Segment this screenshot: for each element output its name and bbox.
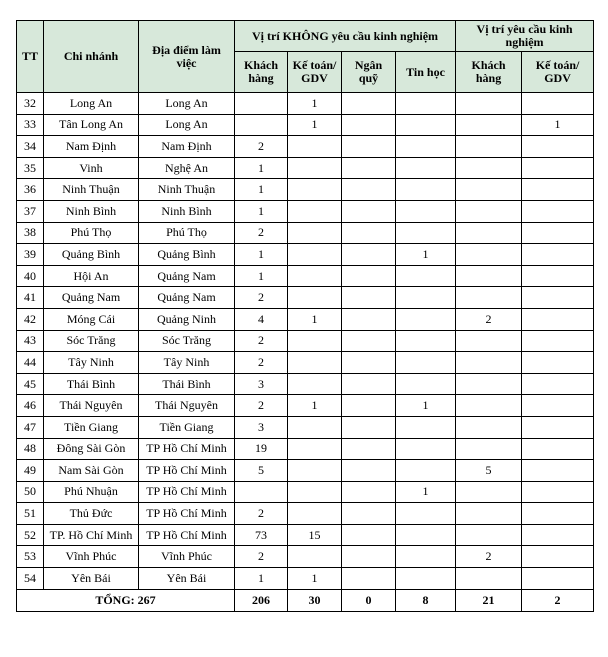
location-cell: Quảng Nam: [139, 265, 235, 287]
table-row: [17, 395, 594, 417]
value-cell: 1: [396, 395, 456, 417]
value-cell: [396, 524, 456, 546]
value-cell: [396, 287, 456, 309]
location-cell: Long An: [139, 93, 235, 115]
header-sub-accounting-exp: Kế toán/ GDV: [522, 52, 594, 93]
total-cell: 8: [396, 589, 456, 611]
location-cell: Tây Ninh: [139, 352, 235, 374]
value-cell: [522, 373, 594, 395]
row-number: 33: [17, 114, 44, 136]
value-cell: [288, 200, 342, 222]
branch-cell: Hội An: [44, 265, 139, 287]
value-cell: [288, 157, 342, 179]
location-cell: TP Hồ Chí Minh: [139, 438, 235, 460]
value-cell: [456, 416, 522, 438]
value-cell: [522, 568, 594, 590]
table-row: [17, 244, 594, 266]
value-cell: [235, 114, 288, 136]
table-row: [17, 265, 594, 287]
row-number: 32: [17, 93, 44, 115]
value-cell: [342, 114, 396, 136]
location-cell: Yên Bái: [139, 568, 235, 590]
total-cell: 206: [235, 589, 288, 611]
value-cell: [288, 546, 342, 568]
value-cell: 1: [396, 244, 456, 266]
value-cell: [288, 438, 342, 460]
value-cell: 2: [235, 330, 288, 352]
value-cell: [342, 265, 396, 287]
row-number: 43: [17, 330, 44, 352]
table-row: [17, 157, 594, 179]
table-row: [17, 200, 594, 222]
value-cell: [342, 481, 396, 503]
row-number: 41: [17, 287, 44, 309]
table-row: [17, 416, 594, 438]
value-cell: [288, 179, 342, 201]
value-cell: [288, 222, 342, 244]
branch-cell: Long An: [44, 93, 139, 115]
table-row: [17, 460, 594, 482]
value-cell: [456, 373, 522, 395]
value-cell: 4: [235, 308, 288, 330]
value-cell: [396, 416, 456, 438]
value-cell: [456, 352, 522, 374]
value-cell: [342, 222, 396, 244]
value-cell: 1: [288, 568, 342, 590]
value-cell: 1: [288, 93, 342, 115]
branch-cell: Quảng Nam: [44, 287, 139, 309]
value-cell: 5: [235, 460, 288, 482]
location-cell: TP Hồ Chí Minh: [139, 524, 235, 546]
header-sub-customer-exp: Khách hàng: [456, 52, 522, 93]
value-cell: [396, 179, 456, 201]
value-cell: 2: [456, 308, 522, 330]
value-cell: [456, 438, 522, 460]
row-number: 42: [17, 308, 44, 330]
header-location: Địa điểm làm việc: [139, 21, 235, 93]
table-row: [17, 438, 594, 460]
table-row: [17, 222, 594, 244]
table-body: [17, 93, 594, 590]
value-cell: [396, 352, 456, 374]
row-number: 40: [17, 265, 44, 287]
value-cell: 73: [235, 524, 288, 546]
branch-cell: Phú Nhuận: [44, 481, 139, 503]
value-cell: [522, 244, 594, 266]
row-number: 36: [17, 179, 44, 201]
location-cell: Long An: [139, 114, 235, 136]
value-cell: [456, 568, 522, 590]
value-cell: 3: [235, 373, 288, 395]
value-cell: [396, 546, 456, 568]
value-cell: [396, 460, 456, 482]
value-cell: [522, 287, 594, 309]
value-cell: [342, 460, 396, 482]
value-cell: [456, 114, 522, 136]
value-cell: [342, 179, 396, 201]
value-cell: 5: [456, 460, 522, 482]
value-cell: [235, 481, 288, 503]
value-cell: 2: [235, 136, 288, 158]
value-cell: [288, 352, 342, 374]
value-cell: 1: [288, 308, 342, 330]
value-cell: [396, 330, 456, 352]
value-cell: [522, 481, 594, 503]
total-label: TỔNG: 267: [17, 589, 235, 611]
row-number: 49: [17, 460, 44, 482]
header-sub-accounting: Kế toán/ GDV: [288, 52, 342, 93]
value-cell: [522, 179, 594, 201]
value-cell: [396, 503, 456, 525]
value-cell: [456, 93, 522, 115]
row-number: 46: [17, 395, 44, 417]
location-cell: Thái Nguyên: [139, 395, 235, 417]
value-cell: [456, 244, 522, 266]
value-cell: 2: [235, 287, 288, 309]
header-branch: Chi nhánh: [44, 21, 139, 93]
table-row: [17, 373, 594, 395]
branch-cell: Vĩnh Phúc: [44, 546, 139, 568]
branch-cell: Móng Cái: [44, 308, 139, 330]
value-cell: [288, 287, 342, 309]
table-row: [17, 503, 594, 525]
table-row: [17, 481, 594, 503]
value-cell: [342, 93, 396, 115]
value-cell: [396, 222, 456, 244]
row-number: 38: [17, 222, 44, 244]
value-cell: [342, 200, 396, 222]
value-cell: 3: [235, 416, 288, 438]
value-cell: [342, 416, 396, 438]
value-cell: [456, 481, 522, 503]
value-cell: 1: [235, 179, 288, 201]
value-cell: [396, 114, 456, 136]
value-cell: [396, 373, 456, 395]
location-cell: TP Hồ Chí Minh: [139, 503, 235, 525]
row-number: 50: [17, 481, 44, 503]
table-row: [17, 308, 594, 330]
location-cell: Quảng Ninh: [139, 308, 235, 330]
value-cell: 2: [235, 395, 288, 417]
value-cell: [342, 438, 396, 460]
value-cell: [342, 524, 396, 546]
location-cell: Sóc Trăng: [139, 330, 235, 352]
branch-cell: Tây Ninh: [44, 352, 139, 374]
value-cell: [342, 352, 396, 374]
row-number: 37: [17, 200, 44, 222]
header-group-experience: Vị trí yêu cầu kinh nghiệm: [456, 21, 594, 52]
value-cell: 2: [235, 546, 288, 568]
location-cell: Vĩnh Phúc: [139, 546, 235, 568]
value-cell: [288, 265, 342, 287]
value-cell: [396, 438, 456, 460]
value-cell: [522, 524, 594, 546]
value-cell: 1: [522, 114, 594, 136]
row-number: 35: [17, 157, 44, 179]
branch-cell: Nam Định: [44, 136, 139, 158]
branch-cell: Quảng Bình: [44, 244, 139, 266]
value-cell: [342, 136, 396, 158]
branch-cell: Ninh Thuận: [44, 179, 139, 201]
value-cell: [456, 222, 522, 244]
value-cell: [396, 93, 456, 115]
value-cell: [456, 265, 522, 287]
value-cell: [396, 200, 456, 222]
value-cell: 1: [235, 244, 288, 266]
value-cell: [522, 265, 594, 287]
value-cell: 1: [235, 265, 288, 287]
branch-cell: Đông Sài Gòn: [44, 438, 139, 460]
location-cell: Quảng Nam: [139, 287, 235, 309]
value-cell: [522, 546, 594, 568]
row-number: 39: [17, 244, 44, 266]
value-cell: [522, 416, 594, 438]
row-number: 48: [17, 438, 44, 460]
value-cell: [522, 503, 594, 525]
value-cell: [456, 330, 522, 352]
table-row: [17, 136, 594, 158]
value-cell: [342, 330, 396, 352]
value-cell: [342, 308, 396, 330]
value-cell: [522, 136, 594, 158]
value-cell: [288, 416, 342, 438]
value-cell: [342, 503, 396, 525]
value-cell: [456, 524, 522, 546]
location-cell: Ninh Thuận: [139, 179, 235, 201]
branch-cell: TP. Hồ Chí Minh: [44, 524, 139, 546]
value-cell: [342, 157, 396, 179]
row-number: 47: [17, 416, 44, 438]
value-cell: [522, 222, 594, 244]
value-cell: [456, 395, 522, 417]
value-cell: [342, 373, 396, 395]
branch-cell: Tân Long An: [44, 114, 139, 136]
value-cell: [522, 93, 594, 115]
table-row: [17, 179, 594, 201]
row-number: 53: [17, 546, 44, 568]
header-tt: TT: [17, 21, 44, 93]
value-cell: [396, 157, 456, 179]
location-cell: Phú Thọ: [139, 222, 235, 244]
value-cell: [396, 136, 456, 158]
value-cell: 1: [396, 481, 456, 503]
value-cell: [396, 308, 456, 330]
value-cell: [288, 460, 342, 482]
branch-cell: Phú Thọ: [44, 222, 139, 244]
table-row: [17, 287, 594, 309]
value-cell: [522, 438, 594, 460]
value-cell: [288, 136, 342, 158]
row-number: 51: [17, 503, 44, 525]
branch-cell: Thái Nguyên: [44, 395, 139, 417]
value-cell: [522, 460, 594, 482]
branch-cell: Sóc Trăng: [44, 330, 139, 352]
value-cell: [456, 157, 522, 179]
value-cell: [456, 136, 522, 158]
value-cell: [396, 568, 456, 590]
location-cell: Thái Bình: [139, 373, 235, 395]
branch-cell: Nam Sài Gòn: [44, 460, 139, 482]
recruitment-table: [16, 20, 594, 612]
value-cell: [456, 200, 522, 222]
value-cell: [288, 503, 342, 525]
header-group-no-experience: Vị trí KHÔNG yêu cầu kinh nghiệm: [235, 21, 456, 52]
header-sub-treasury: Ngân quỹ: [342, 52, 396, 93]
value-cell: [342, 244, 396, 266]
value-cell: [288, 481, 342, 503]
row-number: 52: [17, 524, 44, 546]
value-cell: 2: [235, 222, 288, 244]
value-cell: [522, 200, 594, 222]
branch-cell: Vinh: [44, 157, 139, 179]
table-row: [17, 330, 594, 352]
table-row: [17, 93, 594, 115]
branch-cell: Yên Bái: [44, 568, 139, 590]
table-row: [17, 568, 594, 590]
header-sub-customer: Khách hàng: [235, 52, 288, 93]
location-cell: Ninh Bình: [139, 200, 235, 222]
location-cell: Tiền Giang: [139, 416, 235, 438]
value-cell: [342, 395, 396, 417]
row-number: 34: [17, 136, 44, 158]
row-number: 45: [17, 373, 44, 395]
value-cell: [288, 330, 342, 352]
location-cell: Nam Định: [139, 136, 235, 158]
value-cell: 1: [235, 157, 288, 179]
value-cell: [396, 265, 456, 287]
value-cell: [456, 287, 522, 309]
value-cell: 1: [288, 395, 342, 417]
location-cell: Nghệ An: [139, 157, 235, 179]
value-cell: [235, 93, 288, 115]
value-cell: 2: [456, 546, 522, 568]
value-cell: [288, 244, 342, 266]
total-cell: 21: [456, 589, 522, 611]
value-cell: 2: [235, 352, 288, 374]
total-cell: 2: [522, 589, 594, 611]
value-cell: [522, 308, 594, 330]
value-cell: [522, 157, 594, 179]
location-cell: Quảng Bình: [139, 244, 235, 266]
branch-cell: Thái Bình: [44, 373, 139, 395]
total-cell: 30: [288, 589, 342, 611]
value-cell: 15: [288, 524, 342, 546]
table-row: [17, 546, 594, 568]
value-cell: [288, 373, 342, 395]
value-cell: [342, 287, 396, 309]
value-cell: [342, 568, 396, 590]
value-cell: [342, 546, 396, 568]
value-cell: [456, 179, 522, 201]
header-sub-it: Tin học: [396, 52, 456, 93]
location-cell: TP Hồ Chí Minh: [139, 460, 235, 482]
location-cell: TP Hồ Chí Minh: [139, 481, 235, 503]
branch-cell: Tiền Giang: [44, 416, 139, 438]
branch-cell: Thủ Đức: [44, 503, 139, 525]
value-cell: [456, 503, 522, 525]
table-row: [17, 352, 594, 374]
value-cell: [522, 395, 594, 417]
value-cell: [522, 330, 594, 352]
table-row: [17, 114, 594, 136]
row-number: 44: [17, 352, 44, 374]
value-cell: 1: [235, 200, 288, 222]
value-cell: 1: [288, 114, 342, 136]
value-cell: 19: [235, 438, 288, 460]
value-cell: [522, 352, 594, 374]
value-cell: 2: [235, 503, 288, 525]
value-cell: 1: [235, 568, 288, 590]
table-row: [17, 524, 594, 546]
row-number: 54: [17, 568, 44, 590]
total-cell: 0: [342, 589, 396, 611]
branch-cell: Ninh Bình: [44, 200, 139, 222]
